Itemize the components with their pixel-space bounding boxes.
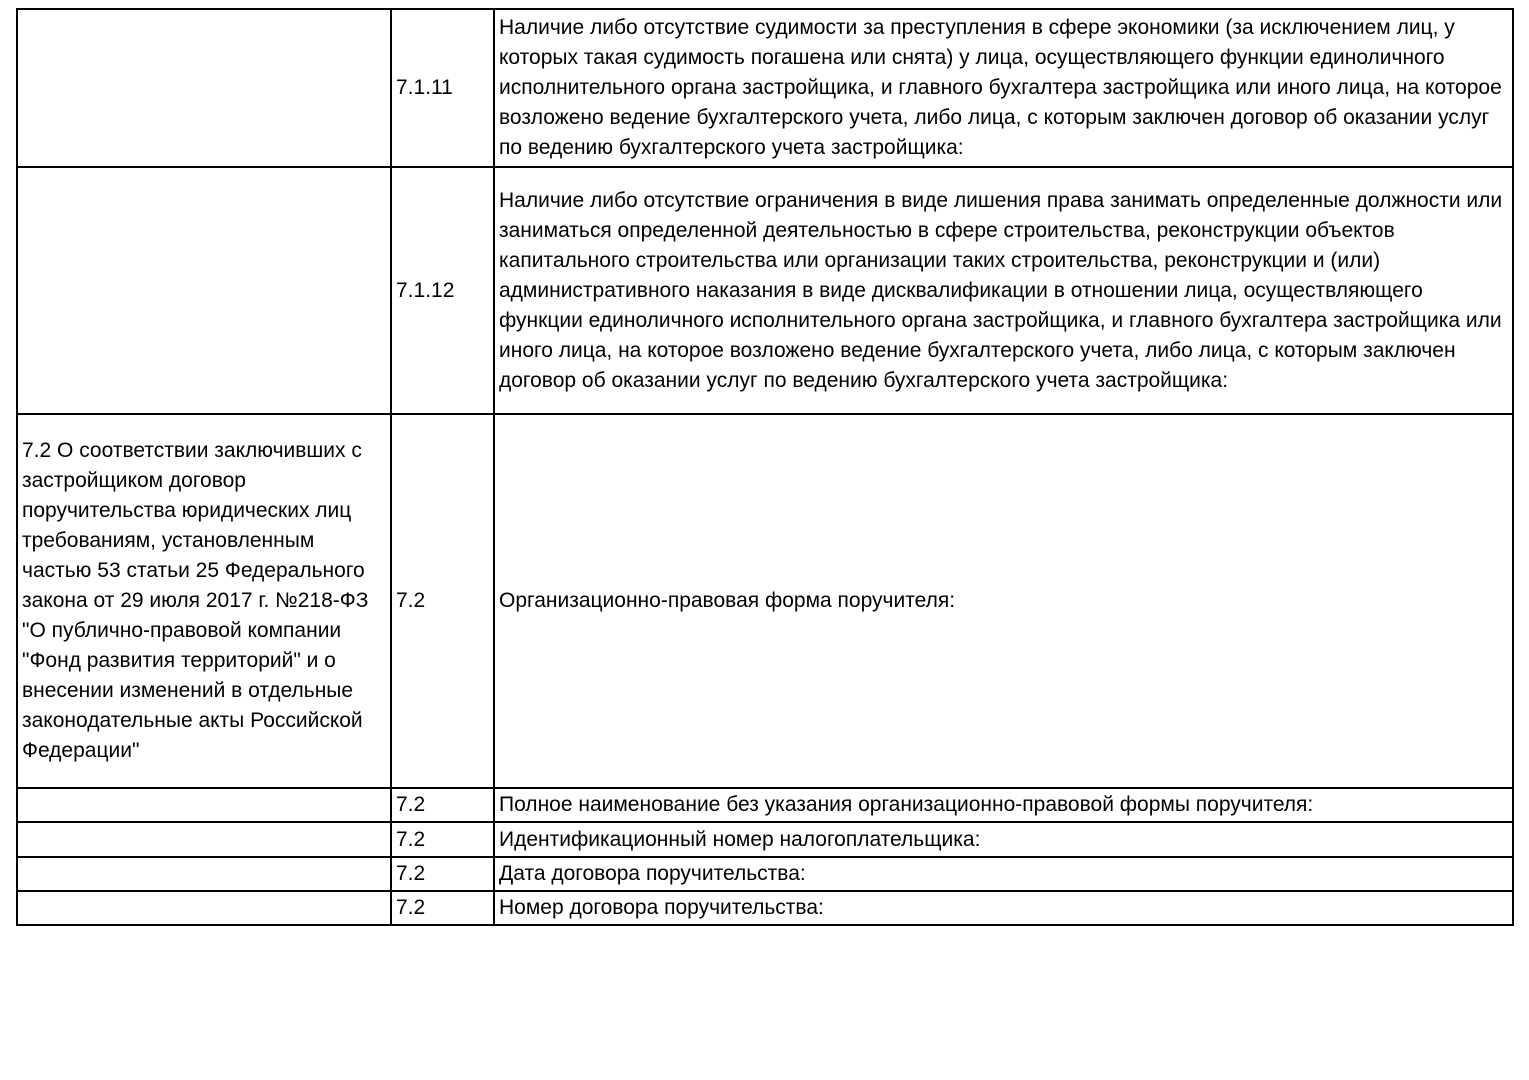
requirement-text: Наличие либо отсутствие судимости за преступления в сфере экономики (за исключением лиц, у которых такая судимость погашена или снята) у лица, осуществляющего функции единоличного исполнительного органа застройщика, и главного бухгалтера застройщика или иного лица, на которое возложено ведение бухгалтерского учета, либо лица, с которым заключен договор об оказании услуг по ведению бухгалтерского учета застройщика: [494,9,1513,167]
item-code: 7.2 [391,414,494,788]
section-cell: 7.2 О соответствии заключивших с застройщиком договор поручительства юридических лиц требованиям, установленным частью 53 статьи 25 Федерального закона от 29 июля 2017 г. №218-ФЗ "О публично-правовой компании "Фонд развития территорий" и о внесении изменений в отдельные законодательные акты Российской Федерации" [17,414,391,788]
section-cell [17,857,391,891]
section-cell [17,822,391,857]
section-cell [17,167,391,414]
requirement-text: Полное наименование без указания организационно-правовой формы поручителя: [494,788,1513,822]
requirement-text: Дата договора поручительства: [494,857,1513,891]
requirement-text: Организационно-правовая форма поручителя: [494,414,1513,788]
requirement-text: Номер договора поручительства: [494,891,1513,925]
item-code: 7.1.11 [391,9,494,167]
item-code: 7.2 [391,891,494,925]
table-row [17,891,1513,925]
requirement-text: Наличие либо отсутствие ограничения в виде лишения права занимать определенные должности или заниматься определенной деятельностью в сфере строительства, реконструкции объектов капитального строительства или организации таких строительства, реконструкции и (или) административного наказания в виде дисквалификации в отношении лица, осуществляющего функции единоличного исполнительного органа застройщика, и главного бухгалтера застройщика или иного лица, на которое возложено ведение бухгалтерского учета, либо лица, с которым заключен договор об оказании услуг по ведению бухгалтерского учета застройщика: [494,167,1513,414]
table-row [17,9,1513,167]
section-cell [17,788,391,822]
section-cell [17,9,391,167]
declaration-table [16,8,1514,926]
table-row [17,414,1513,788]
item-code: 7.2 [391,822,494,857]
item-code: 7.2 [391,788,494,822]
item-code: 7.2 [391,857,494,891]
item-code: 7.1.12 [391,167,494,414]
section-cell [17,891,391,925]
table-row [17,788,1513,822]
requirement-text: Идентификационный номер налогоплательщика: [494,822,1513,857]
table-row [17,857,1513,891]
table-row [17,822,1513,857]
table-row [17,167,1513,414]
